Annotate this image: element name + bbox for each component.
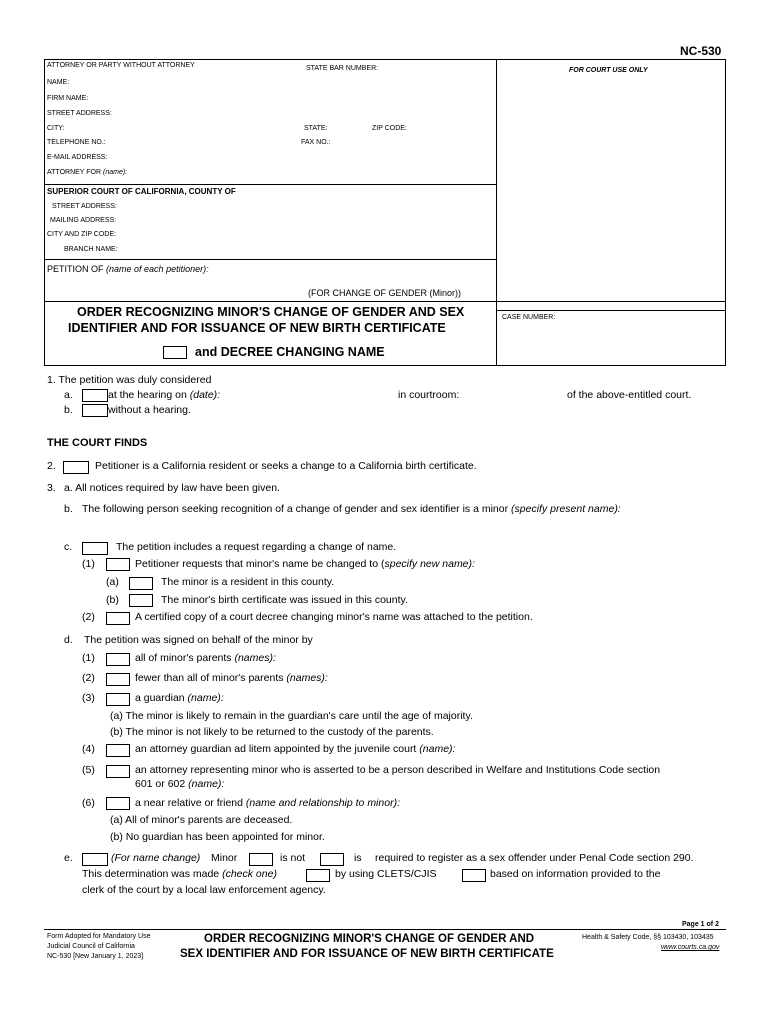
- law-enforcement-checkbox[interactable]: [462, 869, 486, 882]
- attorney-for-label: [47, 169, 127, 176]
- d6a-text: (a) All of minor's parents are deceased.: [110, 814, 293, 826]
- fewer-parents-checkbox[interactable]: [106, 673, 130, 686]
- case-number-label: CASE NUMBER:: [502, 314, 556, 321]
- petition-of-label: [47, 264, 209, 274]
- court-city-zip-label: CITY AND ZIP CODE:: [47, 231, 116, 238]
- attorney-representing-checkbox[interactable]: [106, 765, 130, 778]
- d3a-text: (a) The minor is likely to remain in the guardian's care until the age of majority.: [110, 710, 473, 722]
- guardian-ad-litem-checkbox[interactable]: [106, 744, 130, 757]
- caption-divider: [496, 59, 497, 365]
- item-3c2-text: A certified copy of a court decree changing minor's name was attached to the petition.: [135, 611, 533, 623]
- d5-code-text: 601 or 602: [135, 778, 186, 790]
- e-rest-text: required to register as a sex offender under Penal Code section 290.: [375, 852, 694, 864]
- e-is-not-text: is not: [280, 852, 306, 864]
- city-label: CITY:: [47, 125, 65, 132]
- court-finds-heading: THE COURT FINDS: [47, 437, 148, 449]
- case-number-divider: [496, 310, 726, 311]
- fewer-parents-hint: (names):: [286, 672, 328, 684]
- d5-text: an attorney representing minor who is asserted to be a person described in Welfare and Institutions Code section: [135, 764, 661, 776]
- d3-text: [135, 692, 224, 704]
- petition-of-hint: (name of each petitioner):: [106, 264, 209, 274]
- new-name-hint: specify new name):: [384, 558, 475, 570]
- new-name-text: Petitioner requests that minor's name be changed to (: [135, 558, 385, 570]
- attorney-for-text: ATTORNEY FOR: [47, 169, 102, 176]
- item-3-num: 3.: [47, 482, 56, 494]
- relative-friend-text: a near relative or friend: [135, 797, 243, 809]
- court-street-label: STREET ADDRESS:: [52, 203, 117, 210]
- caption-right-border: [725, 59, 726, 365]
- guardian-ad-litem-text: an attorney guardian ad litem appointed by the juvenile court: [135, 743, 417, 755]
- guardian-hint: (name):: [187, 692, 224, 704]
- caption-top-border: [44, 59, 726, 60]
- courtroom-label: in courtroom:: [398, 389, 460, 401]
- d6b-text: (b) No guardian has been appointed for minor.: [110, 831, 325, 843]
- caption-left-border: [44, 59, 45, 365]
- e-minor-text: Minor: [211, 852, 238, 864]
- footer-title-line1: ORDER RECOGNIZING MINOR'S CHANGE OF GENDER AND: [204, 933, 535, 945]
- is-checkbox[interactable]: [320, 853, 344, 866]
- email-label: E-MAIL ADDRESS:: [47, 154, 108, 161]
- d4-text: [135, 743, 455, 755]
- court-header: SUPERIOR COURT OF CALIFORNIA, COUNTY OF: [47, 187, 236, 196]
- state-label: STATE:: [304, 125, 328, 132]
- attorney-for-hint: (name):: [103, 169, 128, 176]
- item-1-text: 1. The petition was duly considered: [47, 374, 212, 386]
- attorney-header: ATTORNEY OR PARTY WITHOUT ATTORNEY: [47, 62, 195, 69]
- attorney-section-divider: [44, 184, 497, 185]
- all-parents-text: all of minor's parents: [135, 652, 232, 664]
- petition-of-text: PETITION OF: [47, 264, 104, 274]
- form-title-line2: IDENTIFIER AND FOR ISSUANCE OF NEW BIRTH CERTIFICATE: [68, 321, 446, 335]
- caption-bottom-border: [44, 365, 726, 366]
- decree-checkbox[interactable]: [163, 346, 187, 359]
- form-title-line1: ORDER RECOGNIZING MINOR'S CHANGE OF GENDER AND SEX: [77, 305, 465, 319]
- fewer-parents-text: fewer than all of minor's parents: [135, 672, 284, 684]
- item-1a-text: [108, 389, 220, 401]
- zip-label: ZIP CODE:: [372, 125, 407, 132]
- item-3c1-num: (1): [82, 558, 95, 570]
- guardian-checkbox[interactable]: [106, 693, 130, 706]
- guardian-text: a guardian: [135, 692, 185, 704]
- court-section-divider: [44, 259, 497, 260]
- item-3a-text: a. All notices required by law have been given.: [64, 482, 280, 494]
- relative-friend-hint: (name and relationship to minor):: [245, 797, 400, 809]
- all-parents-checkbox[interactable]: [106, 653, 130, 666]
- decree-copy-checkbox[interactable]: [106, 612, 130, 625]
- item-2-num: 2.: [47, 460, 56, 472]
- form-number: NC-530: [680, 44, 722, 58]
- form-title-line3: and DECREE CHANGING NAME: [195, 345, 385, 359]
- for-change-label: (FOR CHANGE OF GENDER (Minor)): [308, 288, 461, 298]
- determination-text: This determination was made: [82, 868, 220, 880]
- adopted-line2: Judicial Council of California: [47, 943, 135, 950]
- minor-present-name-hint: (specify present name):: [511, 503, 621, 515]
- without-hearing-checkbox[interactable]: [82, 404, 108, 417]
- telephone-label: TELEPHONE NO.:: [47, 139, 106, 146]
- firm-name-label: FIRM NAME:: [47, 95, 89, 102]
- website-link[interactable]: www.courts.ca.gov: [661, 944, 720, 951]
- item-3c1a-num: (a): [106, 576, 119, 588]
- page-number: Page 1 of 2: [682, 921, 719, 928]
- name-label: NAME:: [47, 79, 70, 86]
- d2-num: (2): [82, 672, 95, 684]
- hearing-checkbox[interactable]: [82, 389, 108, 402]
- d6-num: (6): [82, 797, 95, 809]
- footer-rule: [44, 929, 726, 930]
- item-3c2-num: (2): [82, 611, 95, 623]
- based-on-text: based on information provided to the: [490, 868, 661, 880]
- d5-text-line2: [135, 778, 224, 790]
- guardian-ad-litem-hint: (name):: [419, 743, 456, 755]
- item-1b-letter: b.: [64, 404, 73, 416]
- adopted-line1: Form Adopted for Mandatory Use: [47, 933, 151, 940]
- item-1b-text: without a hearing.: [108, 404, 191, 416]
- d1-num: (1): [82, 652, 95, 664]
- d5-num: (5): [82, 764, 95, 776]
- street-address-label: STREET ADDRESS:: [47, 110, 112, 117]
- is-not-checkbox[interactable]: [249, 853, 273, 866]
- court-branch-label: BRANCH NAME:: [64, 246, 118, 253]
- d5-hint: (name):: [188, 778, 225, 790]
- state-bar-label: STATE BAR NUMBER:: [306, 65, 379, 72]
- item-3e-letter: e.: [64, 852, 73, 864]
- e-hint: (For name change): [111, 852, 201, 864]
- court-use-only-label: FOR COURT USE ONLY: [569, 67, 648, 74]
- item-3b-text: [82, 503, 621, 515]
- clets-checkbox[interactable]: [306, 869, 330, 882]
- d3-num: (3): [82, 692, 95, 704]
- d1-text: [135, 652, 276, 664]
- hearing-text: at the hearing on: [108, 389, 187, 401]
- minor-present-name-text: The following person seeking recognition of a change of gender and sex identifier is a minor: [82, 503, 509, 515]
- hearing-date-hint: (date):: [189, 389, 221, 401]
- item-3c-letter: c.: [64, 541, 73, 553]
- name-change-checkbox[interactable]: [82, 542, 108, 555]
- title-section-divider: [44, 301, 726, 302]
- california-resident-checkbox[interactable]: [63, 461, 89, 474]
- resident-county-checkbox[interactable]: [129, 577, 153, 590]
- clets-text: by using CLETS/CJIS: [335, 868, 437, 880]
- adopted-line3: NC-530 [New January 1, 2023]: [47, 953, 144, 960]
- item-3c1b-text: The minor's birth certificate was issued in this county.: [161, 594, 408, 606]
- fax-label: FAX NO.:: [301, 139, 331, 146]
- footer-title-line2: SEX IDENTIFIER AND FOR ISSUANCE OF NEW BIRTH CERTIFICATE: [180, 948, 554, 960]
- d3b-text: (b) The minor is not likely to be returned to the custody of the parents.: [110, 726, 434, 738]
- above-entitled-court-text: of the above-entitled court.: [567, 389, 692, 401]
- code-citation: Health & Safety Code, §§ 103430, 103435: [582, 934, 714, 941]
- all-parents-hint: (names):: [234, 652, 276, 664]
- item-3c1-text: [135, 558, 475, 570]
- e-line2: [82, 868, 277, 880]
- check-one-hint: (check one): [222, 868, 277, 880]
- item-1a-letter: a.: [64, 389, 73, 401]
- d6-text: [135, 797, 400, 809]
- item-3c1a-text: The minor is a resident in this county.: [161, 576, 335, 588]
- item-3d-text: The petition was signed on behalf of the minor by: [84, 634, 313, 646]
- d2-text: [135, 672, 328, 684]
- e-line3: clerk of the court by a local law enforcement agency.: [82, 884, 326, 896]
- birth-certificate-county-checkbox[interactable]: [129, 594, 153, 607]
- item-3d-letter: d.: [64, 634, 73, 646]
- item-3c-text: The petition includes a request regarding a change of name.: [116, 541, 397, 553]
- d4-num: (4): [82, 743, 95, 755]
- item-3c1b-num: (b): [106, 594, 119, 606]
- court-mailing-label: MAILING ADDRESS:: [50, 217, 117, 224]
- item-3b-letter: b.: [64, 503, 73, 515]
- e-is-text: is: [354, 852, 362, 864]
- relative-friend-checkbox[interactable]: [106, 797, 130, 810]
- new-name-checkbox[interactable]: [106, 558, 130, 571]
- name-change-sex-offender-checkbox[interactable]: [82, 853, 108, 866]
- item-2-text: Petitioner is a California resident or seeks a change to a California birth certificate.: [95, 460, 477, 472]
